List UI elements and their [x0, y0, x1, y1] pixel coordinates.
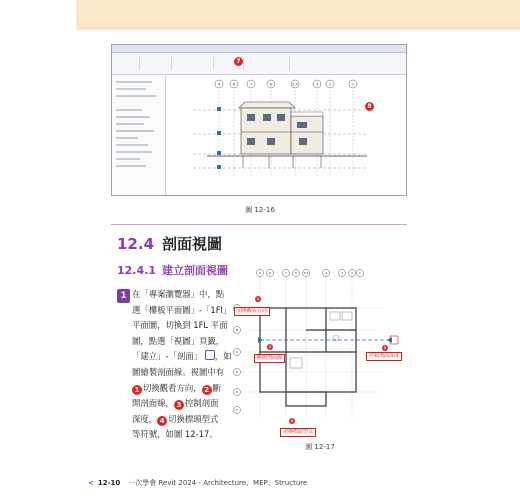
properties-panel: [112, 76, 166, 195]
plan-side-bubble-text: F: [236, 408, 238, 412]
section-title: 剖面視圖: [162, 235, 223, 253]
label-view-direction: 切換觀看方向: [234, 307, 270, 316]
grid-bubble-text: 7: [249, 82, 253, 87]
label-head-type: 切換標頭型式: [280, 428, 316, 437]
plan-marker-2: 2: [268, 345, 272, 350]
plan-side-bubble-text: E: [236, 390, 238, 394]
step-line: 「建立」-「剖面」 ，如: [132, 351, 232, 362]
marker-1-icon: 1: [132, 385, 142, 395]
grid-bubble-text: 2: [328, 82, 332, 87]
plan-marker-3: 3: [383, 346, 387, 351]
plan-bubble-text: 1: [359, 271, 361, 275]
page-footer: [88, 478, 307, 488]
step-line: 選「樓板平面圖」-「1Fl」: [132, 304, 232, 315]
subsection-heading: [117, 262, 228, 278]
plan-side-bubble-text: C: [235, 350, 239, 354]
floor-plan-figure: [230, 268, 408, 440]
grid-bubble-text: 9: [217, 82, 221, 87]
plan-bubble-text: 6: [295, 271, 297, 275]
figure-caption-12-16: 圖 12-16: [245, 206, 275, 214]
plan-marker-4: 4: [290, 419, 294, 424]
step-line: 在「專案瀏覽器」中，點: [132, 289, 225, 299]
section-tool-icon: [205, 350, 215, 360]
plan-bubble-text: 7: [285, 271, 287, 275]
plan-bubble-text: 2: [351, 271, 353, 275]
subsection-title: 建立剖面視圖: [161, 264, 228, 277]
callout-7-badge: 7: [234, 57, 243, 66]
step-line: 1 切換觀看方向， 2 斷: [132, 381, 244, 397]
marker-4-icon: 4: [157, 416, 167, 426]
chevron-left-icon: <: [88, 479, 94, 487]
screenshot-ribbon: [112, 53, 406, 75]
screenshot-titlebar: [112, 45, 406, 53]
callout-8-badge: 8: [365, 102, 374, 111]
section-divider: [111, 224, 407, 225]
subsection-number: 12.4.1: [117, 264, 156, 277]
revit-elevation-screenshot: [111, 44, 407, 196]
step-line: 等符號，如圖 12-17。: [132, 429, 218, 440]
elevation-canvas: [167, 76, 406, 195]
plan-bubble-text: 8: [269, 271, 271, 275]
elevation-drawing: [167, 76, 407, 196]
step-number-badge: 1: [117, 289, 130, 303]
book-title: 一次學會 Revit 2024 - Architecture、MEP、Structure: [128, 479, 308, 487]
figure-caption-12-17: 圖 12-17: [305, 443, 335, 451]
plan-marker-1: 1: [256, 297, 260, 302]
marker-3-icon: 3: [174, 400, 184, 410]
grid-bubble-text: 3: [315, 82, 319, 87]
section-number: 12.4: [117, 235, 155, 253]
marker-2-icon: 2: [202, 385, 212, 395]
plan-bubble-text: 4: [325, 271, 327, 275]
plan-side-bubble-text: D: [235, 370, 239, 374]
grid-bubble-text: 8: [232, 82, 236, 87]
plan-bubble-text: 3: [341, 271, 343, 275]
step-line: 深度， 4 切換標頭型式: [132, 413, 219, 425]
plan-bubble-text: 5.5: [303, 271, 309, 275]
step-line: 圖繪製剖面線。視圖中有: [132, 366, 225, 377]
step-instructions: [132, 287, 244, 443]
label-section-line: 斷開剖面線: [254, 354, 285, 363]
grid-bubble-text: 1: [351, 82, 355, 87]
step-line: 開剖面線， 3 控制剖面: [132, 398, 219, 410]
grid-bubble-text: 5.5: [292, 82, 298, 87]
label-section-depth: 控制剖面深度: [366, 352, 402, 361]
step-line: 圖，點選「視圖」頁籤，: [132, 335, 225, 346]
plan-bubble-text: 9: [259, 271, 261, 275]
page-number: 12-10: [97, 479, 121, 487]
plan-side-bubble-text: B: [235, 328, 239, 332]
step-line: 平面圖，切換到 1FL 平面: [132, 320, 228, 331]
top-decor-band: [76, 0, 520, 30]
grid-bubble-text: 6: [269, 82, 273, 87]
section-heading: [117, 233, 222, 254]
